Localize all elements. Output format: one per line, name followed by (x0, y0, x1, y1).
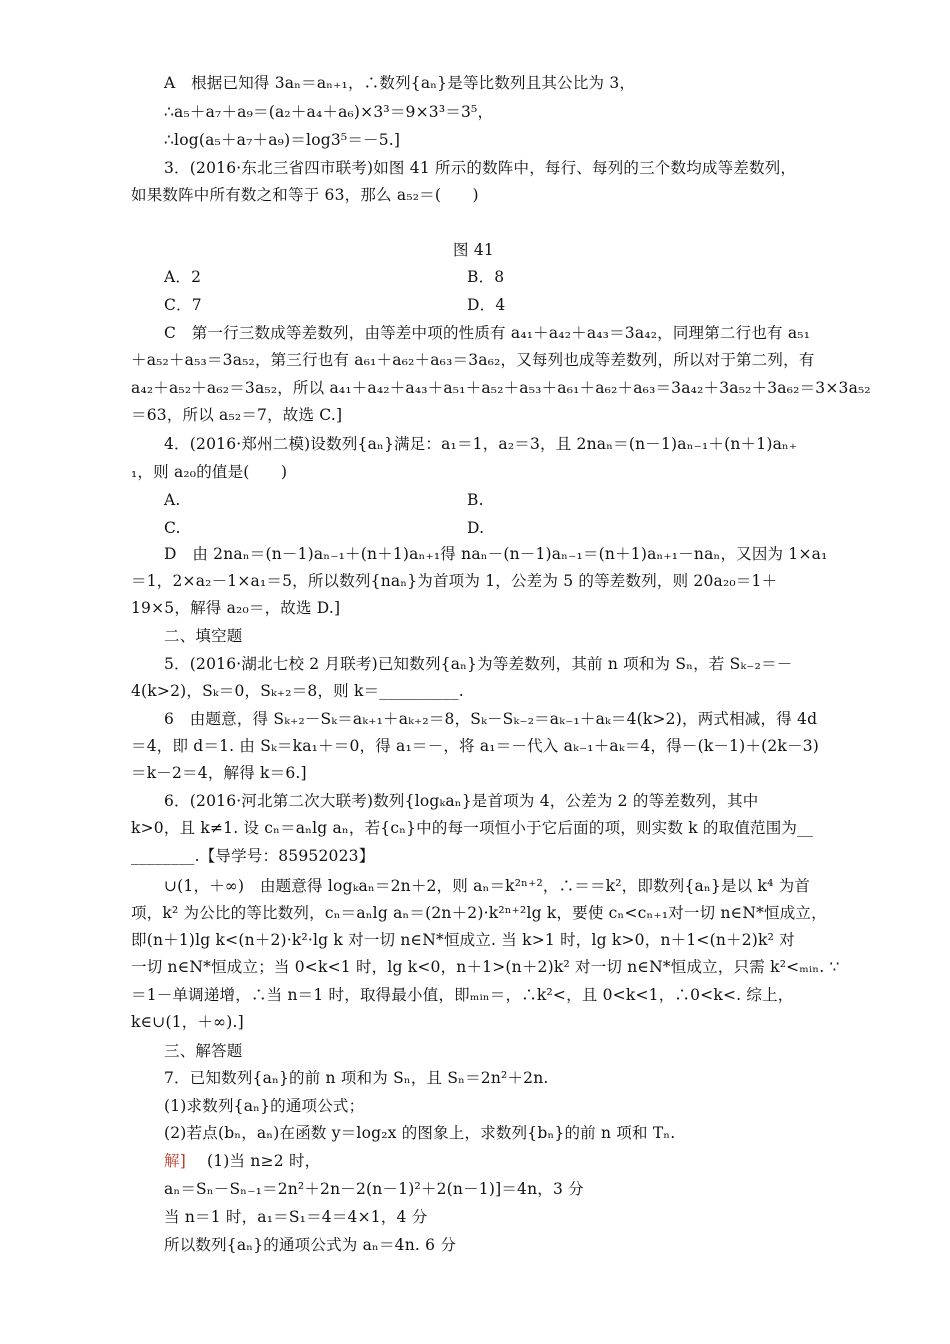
text-line: 19×5，解得 a₂₀＝，故选 D.] (131, 599, 341, 617)
text-line: 所以数列{aₙ}的通项公式为 aₙ＝4n. 6 分 (164, 1236, 457, 1254)
text-line: aₙ＝Sₙ－Sₙ₋₁＝2n²＋2n－2(n－1)²＋2(n－1)]＝4n，3 分 (164, 1180, 584, 1198)
text-line: 当 n＝1 时，a₁＝S₁＝4＝4×1，4 分 (164, 1208, 428, 1226)
text-line: k>0，且 k≠1. 设 cₙ＝aₙlg aₙ，若{cₙ}中的每一项恒小于它后面的项，则实数 k 的取值范围为__ (131, 819, 814, 837)
section-heading: 三、解答题 (164, 1042, 243, 1060)
question-7: 7．已知数列{aₙ}的前 n 项和为 Sₙ，且 Sₙ＝2n²＋2n. (164, 1069, 549, 1087)
option-d: D．4 (467, 296, 506, 314)
option-a: A．2 (164, 268, 202, 286)
text-line: A 根据已知得 3aₙ＝aₙ₊₁，∴数列{aₙ}是等比数列且其公比为 3， (164, 74, 636, 92)
text-line: ＝1－单调递增，∴当 n＝1 时，取得最小值，即ₘᵢₙ＝，∴k²<，且 0<k<1，∴0<k<. 综上， (131, 986, 794, 1004)
text-line: ＝63，所以 a₅₂＝7，故选 C.] (131, 406, 343, 424)
question-4: 4．(2016·郑州二模)设数列{aₙ}满足：a₁＝1，a₂＝3，且 2naₙ＝(n－1)aₙ₋₁＋(n＋1)aₙ₊ (164, 435, 798, 453)
option-d: D. (467, 519, 485, 537)
figure-caption: 图 41 (453, 241, 494, 259)
text-line: 即(n＋1)lg k<(n＋2)·k²·lg k 对一切 n∈N*恒成立. 当 k>1 时，lg k>0，n＋1<(n＋2)k² 对 (131, 931, 795, 949)
answer-6: ∪(1，＋∞) 由题意得 logₖaₙ＝2n＋2，则 aₙ＝k²ⁿ⁺²，∴＝＝k²，即数列{aₙ}是以 k⁴ 为首 (164, 877, 811, 895)
text-line: (1)当 n≥2 时， (207, 1152, 321, 1170)
text-line: 项，k² 为公比的等比数列，cₙ＝aₙlg aₙ＝(2n＋2)·k²ⁿ⁺²lg k，要使 cₙ<cₙ₊₁对一切 n∈N*恒成立， (131, 904, 827, 922)
answer-4: D 由 2naₙ＝(n－1)aₙ₋₁＋(n＋1)aₙ₊₁得 naₙ－(n－1)aₙ₋₁＝(n＋1)aₙ₊₁－naₙ，又因为 1×a₁ (164, 545, 828, 563)
answer-3: C 第一行三数成等差数列，由等差中项的性质有 a₄₁＋a₄₂＋a₄₃＝3a₄₂，同理第二行也有 a₅₁ (164, 324, 811, 342)
question-6: 6．(2016·河北第二次大联考)数列{logₖaₙ}是首项为 4，公差为 2 的等差数列，其中 (164, 792, 759, 810)
text-line: 4(k>2)，Sₖ＝0，Sₖ₊₂＝8，则 k＝__________. (131, 682, 464, 700)
text-line: 一切 n∈N*恒成立；当 0<k<1 时，lg k<0，n＋1>(n＋2)k² 对一切 n∈N*恒成立，只需 k²<ₘᵢₙ. ∵ (131, 958, 840, 976)
text-line: ＝k－2＝4，解得 k＝6.] (131, 764, 307, 782)
text-line: k∈∪(1，＋∞).] (131, 1013, 244, 1031)
text-line: (1)求数列{aₙ}的通项公式； (164, 1097, 365, 1115)
text-line: ∴log(a₅＋a₇＋a₉)＝log3⁵＝－5.] (164, 131, 401, 149)
text-line: ＝1，2×a₂－1×a₁＝5，所以数列{naₙ}为首项为 1，公差为 5 的等差数列，则 20a₂₀＝1＋ (131, 572, 778, 590)
answer-5: 6 由题意，得 Sₖ₊₂－Sₖ＝aₖ₊₁＋aₖ₊₂＝8，Sₖ－Sₖ₋₂＝aₖ₋₁＋aₖ＝4(k>2)，两式相减，得 4d (164, 710, 818, 728)
text-line: (2)若点(bₙ，aₙ)在函数 y＝log₂x 的图象上，求数列{bₙ}的前 n 项和 Tₙ. (164, 1124, 676, 1142)
text-line: ________.【导学号：85952023】 (131, 847, 375, 865)
option-c: C. (164, 519, 181, 537)
text-line: 如果数阵中所有数之和等于 63，那么 a₅₂＝( ) (131, 186, 479, 204)
solution-label: 解] (164, 1152, 186, 1170)
question-3: 3．(2016·东北三省四市联考)如图 41 所示的数阵中，每行、每列的三个数均成等差数列， (164, 159, 797, 177)
text-line: ∴a₅＋a₇＋a₉＝(a₂＋a₄＋a₆)×3³＝9×3³＝3⁵， (164, 103, 494, 121)
option-a: A. (164, 491, 181, 509)
option-c: C．7 (164, 296, 202, 314)
text-line: a₄₂＋a₅₂＋a₆₂＝3a₅₂，所以 a₄₁＋a₄₂＋a₄₃＋a₅₁＋a₅₂＋a₅₃＋a₆₁＋a₆₂＋a₆₃＝3a₄₂＋3a₅₂＋3a₆₂＝3×3a₅₂ (131, 379, 871, 397)
question-5: 5．(2016·湖北七校 2 月联考)已知数列{aₙ}为等差数列，其前 n 项和为 Sₙ，若 Sₖ₋₂＝－ (164, 655, 793, 673)
text-line: ₁，则 a₂₀的值是( ) (131, 463, 288, 481)
option-b: B. (467, 491, 484, 509)
text-line: ＋a₅₂＋a₅₃＝3a₅₂，第三行也有 a₆₁＋a₆₂＋a₆₃＝3a₆₂，又每列也成等差数列，所以对于第二列，有 (131, 351, 815, 369)
text-line: ＝4，即 d＝1. 由 Sₖ＝ka₁＋＝0，得 a₁＝－，将 a₁＝－代入 aₖ₋₁＋aₖ＝4，得－(k－1)＋(2k－3) (131, 737, 820, 755)
section-heading: 二、填空题 (164, 627, 243, 645)
option-b: B．8 (467, 268, 505, 286)
